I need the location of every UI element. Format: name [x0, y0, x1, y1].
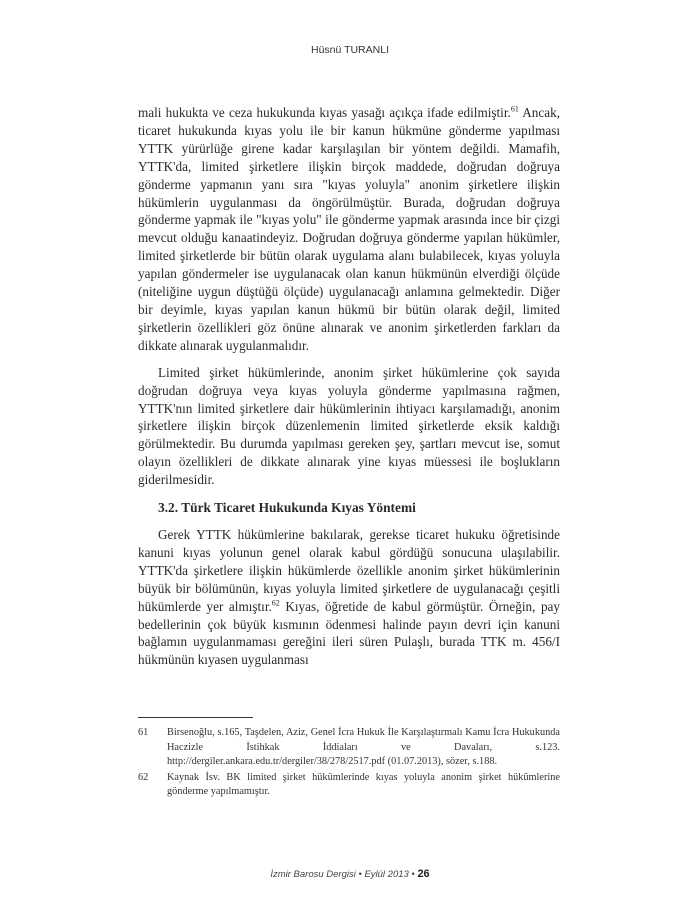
footer-date: Eylül 2013: [364, 869, 409, 880]
paragraph-1-text: mali hukukta ve ceza hukukunda kıyas yasağı açıkça ifade edilmiştir.: [138, 105, 511, 120]
paragraph-3-text: Gerek YTTK hükümlerine bakılarak, gerekse ticaret hukuku öğretisinde kanuni kıyas yolunun genel olarak kabul gördüğü sonucuna ulaşılabilir. YTTK'da şirketlere ilişkin hükümlerde özellikle anonim şirket hükümlerinin büyük bir bölümünün, kıyas yoluyla limited şirketlere de uygulanacağı çeşitli hükümlerde yer almıştır.: [138, 527, 560, 614]
footnote-62: [138, 771, 560, 800]
paragraph-2: Limited şirket hükümlerinde, anonim şirket hükümlerine çok sayıda doğrudan doğruya veya kıyas yoluyla gönderme yapılmasına rağmen, YTTK'nın limited şirketlere dair hükümlerinin ihtiyacı karşılamadığı, anonim şirketlere ilişkin birçok düzenlemenin limited şirketlerde eksik kaldığı görülmektedir. Bu durumda yapılması gereken şey, şartları mevcut ise, somut olayın özellikleri de dikkate alınarak yine kıyas müessesi ile boşlukların giderilmesidir.: [138, 364, 560, 488]
footer-separator-2: •: [408, 869, 418, 880]
footnote-text: Birsenoğlu, s.165, Taşdelen, Aziz, Genel İcra Hukuk İle Karşılaştırmalı Kamu İcra Hukukunda Haczizle İstihkak İddiaları ve Davaları, s.123. http://dergiler.ankara.edu.tr/dergiler/38/278/2517.pdf (01.07.2013), sözer, s.188.: [167, 727, 560, 768]
footnotes: [138, 726, 560, 801]
paragraph-1-continued: Ancak, ticaret hukukunda kıyas yolu ile bir kanun hükmüne gönderme yapılması YTTK yürürlüğe girene kadar karşılaşılan bir yöntem değildi. Mamafih, YTTK'da, limited şirketlere ilişkin birçok maddede, doğrudan doğruya gönderme yapmanın yanı sıra "kıyas yoluyla" anonim şirketlere ilişkin hükümlerin uygulanması da öngörülmüştür. Burada, doğrudan doğruya gönderme yapmak ile "kıyas yolu" ile gönderme yapmak arasında ince bir çizgi mevcut olduğu kanaatindeyiz. Doğrudan doğruya gönderme yapılan hükümler, limited şirketlerde bir bütün olarak uygulama alanı bulabilecek, kıyas yoluyla yapılan göndermeler ise uygulanacak olan kanun hükmünün elverdiği ölçüde (niteliğine uygun düştüğü ölçüde) uygulanacağı anlamına gelmektedir. Diğer bir deyimle, kıyas yapılan kanun hükmü bir bütün olarak değil, limited şirketlerin özellikleri göz önüne alınarak ve anonim şirketlerden farkları da dikkate alınarak uygulanmalıdır.: [138, 105, 560, 353]
paragraph-3-continued: Kıyas, öğretide de kabul görmüştür. Örneğin, pay bedellerinin çok büyük kısmının ödenmesi halinde payın devri için kanuni bağlamın uygulanmaması gereğini ileri süren Pulaşlı, burada TTK m. 456/I hükmünün kıyasen uygulanması: [138, 598, 560, 668]
footnote-text: Kaynak İsv. BK limited şirket hükümlerinde kıyas yoluyla anonim şirket hükümlerine gönderme yapılmamıştır.: [167, 771, 560, 798]
paragraph-3: [138, 526, 560, 669]
footnote-number: 61: [138, 727, 149, 738]
paragraph-1: [138, 104, 560, 355]
running-header: [0, 44, 700, 56]
footnote-number: 62: [138, 771, 149, 783]
body-text: [138, 104, 560, 669]
page-number: 26: [417, 868, 430, 880]
footer-separator: •: [355, 869, 365, 880]
footer-journal: İzmir Barosu Dergisi: [270, 869, 356, 880]
footnote-ref-61[interactable]: 61: [510, 104, 519, 114]
footnote-ref-62[interactable]: 62: [271, 598, 280, 608]
section-heading: 3.2. Türk Ticaret Hukukunda Kıyas Yöntemi: [158, 500, 416, 516]
header-author: Hüsnü TURANLI: [310, 44, 389, 56]
footnote-61: [138, 726, 560, 770]
footnote-separator: [138, 717, 253, 718]
running-footer: [0, 868, 700, 880]
